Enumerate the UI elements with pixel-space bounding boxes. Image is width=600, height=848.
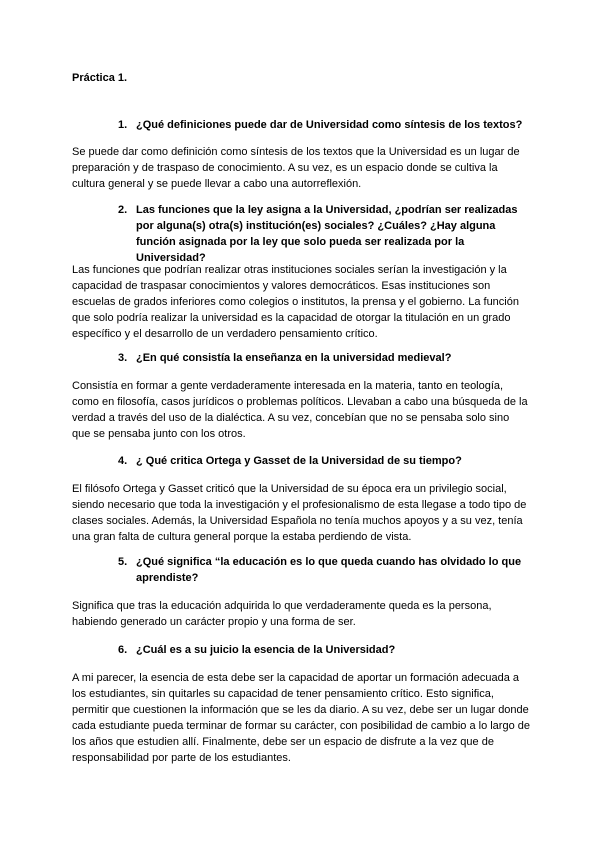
question-number: 3. xyxy=(118,352,128,364)
answer-4: El filósofo Ortega y Gasset criticó que la Universidad de su época era un privilegio social, siendo necesario que toda la investigación y el profesionalismo de esta llegase a todo tipo de clases sociales. Además, la Universidad Española no tenía muchos apoyos y a su vez, tenía una gran falta de cultura general porque la estaba perdiendo de vista. xyxy=(72,483,527,543)
document-title: Práctica 1. xyxy=(72,72,128,84)
question-text: ¿ Qué critica Ortega y Gasset de la Universidad de su tiempo? xyxy=(136,455,462,467)
question-1 xyxy=(72,117,532,133)
answer-6: A mi parecer, la esencia de esta debe ser la capacidad de aportar un formación adecuada a los estudiantes, sin quitarles su capacidad de tener pensamiento crítico. Esto significa, permitir que cuestionen la información que se les da diario. A su vez, debe ser un lugar donde cada estudiante pueda terminar de formar su carácter, con posibilidad de cambio a lo largo de los años que estudien allí. Finalmente, debe ser un espacio de disfrute a la vez que de responsabilidad por parte de los estudiantes. xyxy=(72,672,530,764)
question-text: Las funciones que la ley asigna a la Universidad, ¿podrían ser realizadas por alguna(s) otra(s) institución(es) sociales? ¿Cuáles? ¿Hay alguna función asignada por la ley que solo pueda ser realizada por la Universidad? xyxy=(136,204,518,264)
question-number: 1. xyxy=(118,119,128,131)
question-number: 6. xyxy=(118,644,128,656)
answer-2: Las funciones que podrían realizar otras instituciones sociales serían la investigación y la capacidad de traspasar conocimientos y valores democráticos. Esas instituciones son escuelas de grados inferiores como colegios o institutos, la prensa y el gobierno. La función que solo podría realizar la universidad es la capacidad de otorgar la titulación en un grado específico y el desarrollo de un verdadero pensamiento crítico. xyxy=(72,264,519,340)
question-number: 2. xyxy=(118,204,128,216)
answer-1: Se puede dar como definición como síntesis de los textos que la Universidad es un lugar de preparación y de traspaso de conocimiento. A su vez, es un espacio donde se cultiva la cultura general y se puede llevar a cabo una autorreflexión. xyxy=(72,146,520,190)
question-text: ¿Qué definiciones puede dar de Universidad como síntesis de los textos? xyxy=(136,119,523,131)
question-text: ¿Cuál es a su juicio la esencia de la Universidad? xyxy=(136,644,396,656)
question-4 xyxy=(72,453,532,469)
question-5 xyxy=(72,554,532,586)
answer-3: Consistía en formar a gente verdaderamente interesada en la materia, tanto en teología, como en filosofía, casos jurídicos o problemas políticos. Llevaban a cabo una búsqueda de la verdad a través del uso de la dialéctica. A su vez, concebían que no se pensaba solo sino que se pensaba junto con los otros. xyxy=(72,380,528,440)
question-2 xyxy=(72,202,532,266)
question-number: 4. xyxy=(118,455,128,467)
question-6 xyxy=(72,642,532,658)
question-text: ¿En qué consistía la enseñanza en la universidad medieval? xyxy=(136,352,452,364)
question-number: 5. xyxy=(118,556,128,568)
question-3 xyxy=(72,350,532,366)
answer-5: Significa que tras la educación adquirida lo que verdaderamente queda es la persona, habiendo generado un carácter propio y una forma de ser. xyxy=(72,600,492,628)
question-text: ¿Qué significa “la educación es lo que queda cuando has olvidado lo que aprendiste? xyxy=(136,556,522,584)
